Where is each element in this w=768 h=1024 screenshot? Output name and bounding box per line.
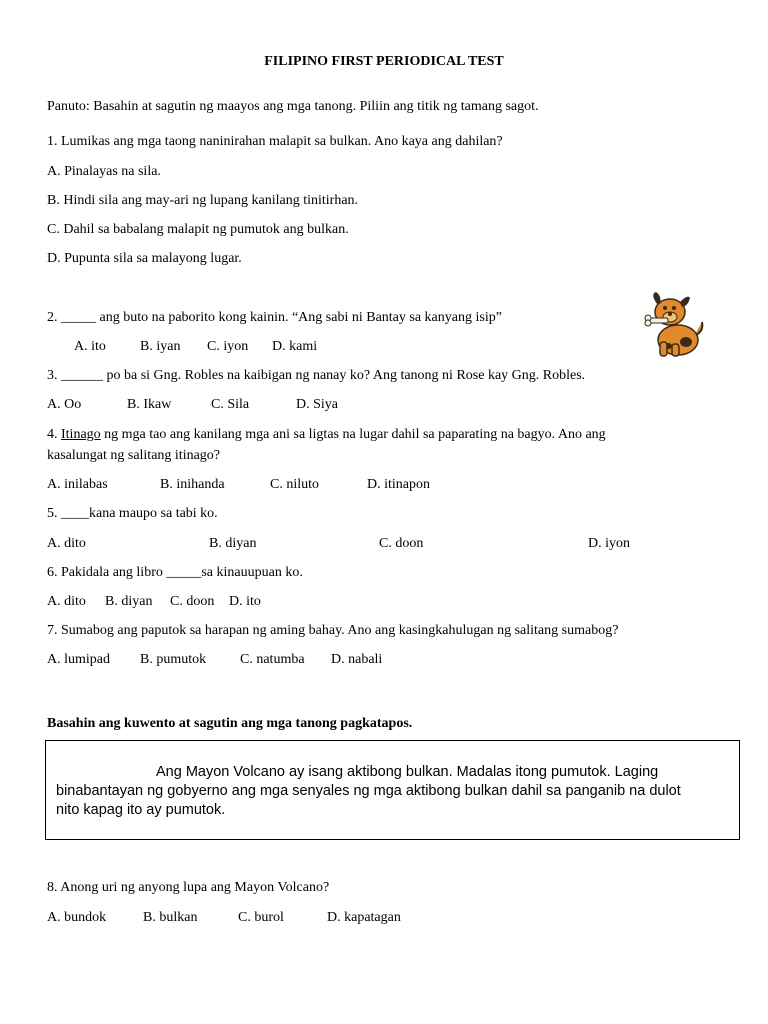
q3-choice-c: C. Sila (211, 397, 250, 412)
q5-choice-c: C. doon (379, 536, 424, 551)
q4-choice-a: A. inilabas (47, 477, 108, 492)
q5-choice-b: B. diyan (209, 536, 257, 551)
question-7: 7. Sumabog ang paputok sa harapan ng aming bahay. Ano ang kasingkahulugan ng salitang sumabog? (47, 623, 619, 638)
story-text (56, 763, 726, 820)
q4-choices (0, 476, 768, 493)
q6-choices (0, 593, 768, 610)
q8-choice-b: B. bulkan (143, 910, 198, 925)
question-4 (47, 426, 606, 443)
question-2: 2. _____ ang buto na paborito kong kainin. “Ang sabi ni Bantay sa kanyang isip” (47, 310, 502, 325)
q3-choice-b: B. Ikaw (127, 397, 172, 412)
q1-choice-a: A. Pinalayas na sila. (47, 164, 161, 179)
q5-choice-d: D. iyon (588, 536, 630, 551)
q4-text: ng mga tao ang kanilang mga ani sa ligtas na lugar dahil sa paparating na bagyo. Ano ang (100, 427, 606, 442)
q7-choice-d: D. nabali (331, 652, 383, 667)
q6-choice-a: A. dito (47, 594, 86, 609)
question-3: 3. ______ po ba si Gng. Robles na kaibigan ng nanay ko? Ang tanong ni Rose kay Gng. Robles. (47, 368, 586, 383)
q3-choices (0, 396, 768, 413)
q5-choice-a: A. dito (47, 536, 86, 551)
q1-choice-d: D. Pupunta sila sa malayong lugar. (47, 251, 242, 266)
q6-choice-b: B. diyan (105, 594, 153, 609)
q8-choice-c: C. burol (238, 910, 284, 925)
q4-choice-b: B. inihanda (160, 477, 225, 492)
q4-choice-c: C. niluto (270, 477, 320, 492)
q2-choice-c: C. iyon (207, 339, 249, 354)
question-1: 1. Lumikas ang mga taong naninirahan malapit sa bulkan. Ano kaya ang dahilan? (47, 134, 503, 149)
story-line-3: nito kapag ito ay pumutok. (56, 802, 226, 818)
q7-choice-b: B. pumutok (140, 652, 207, 667)
q4-underlined-word: Itinago (61, 427, 101, 442)
question-5: 5. ____kana maupo sa tabi ko. (47, 506, 218, 521)
q6-choice-d: D. ito (229, 594, 261, 609)
q7-choice-c: C. natumba (240, 652, 305, 667)
q6-choice-c: C. doon (170, 594, 215, 609)
question-4-line-2: kasalungat ng salitang itinago? (47, 448, 221, 463)
question-8: 8. Anong uri ng anyong lupa ang Mayon Volcano? (47, 880, 330, 895)
cartoon-dog-with-bone-icon (642, 292, 706, 358)
q2-choice-a: A. ito (74, 339, 106, 354)
story-box (45, 740, 740, 840)
q2-choice-b: B. iyan (140, 339, 181, 354)
q1-choice-b: B. Hindi sila ang may-ari ng lupang kanilang tinitirhan. (47, 193, 359, 208)
q8-choices (0, 909, 768, 926)
q4-number: 4. (47, 427, 58, 442)
q3-choice-d: D. Siya (296, 397, 338, 412)
page-title: FILIPINO FIRST PERIODICAL TEST (264, 54, 504, 69)
q2-choice-d: D. kami (272, 339, 318, 354)
q8-choice-d: D. kapatagan (327, 910, 401, 925)
question-6: 6. Pakidala ang libro _____sa kinauupuan ko. (47, 565, 303, 580)
q8-choice-a: A. bundok (47, 910, 107, 925)
q7-choice-a: A. lumipad (47, 652, 110, 667)
q5-choices (0, 535, 768, 552)
story-heading: Basahin ang kuwento at sagutin ang mga tanong pagkatapos. (47, 716, 413, 731)
story-line-2: binabantayan ng gobyerno ang mga senyales ng mga aktibong bulkan dahil sa panganib na dulot (56, 783, 681, 799)
q1-choice-c: C. Dahil sa babalang malapit ng pumutok ang bulkan. (47, 222, 349, 237)
story-line-1: Ang Mayon Volcano ay isang aktibong bulkan. Madalas itong pumutok. Laging (156, 764, 659, 780)
instructions: Panuto: Basahin at sagutin ng maayos ang mga tanong. Piliin ang titik ng tamang sagot. (47, 99, 539, 114)
q7-choices (0, 651, 768, 668)
q4-choice-d: D. itinapon (367, 477, 430, 492)
q3-choice-a: A. Oo (47, 397, 82, 412)
